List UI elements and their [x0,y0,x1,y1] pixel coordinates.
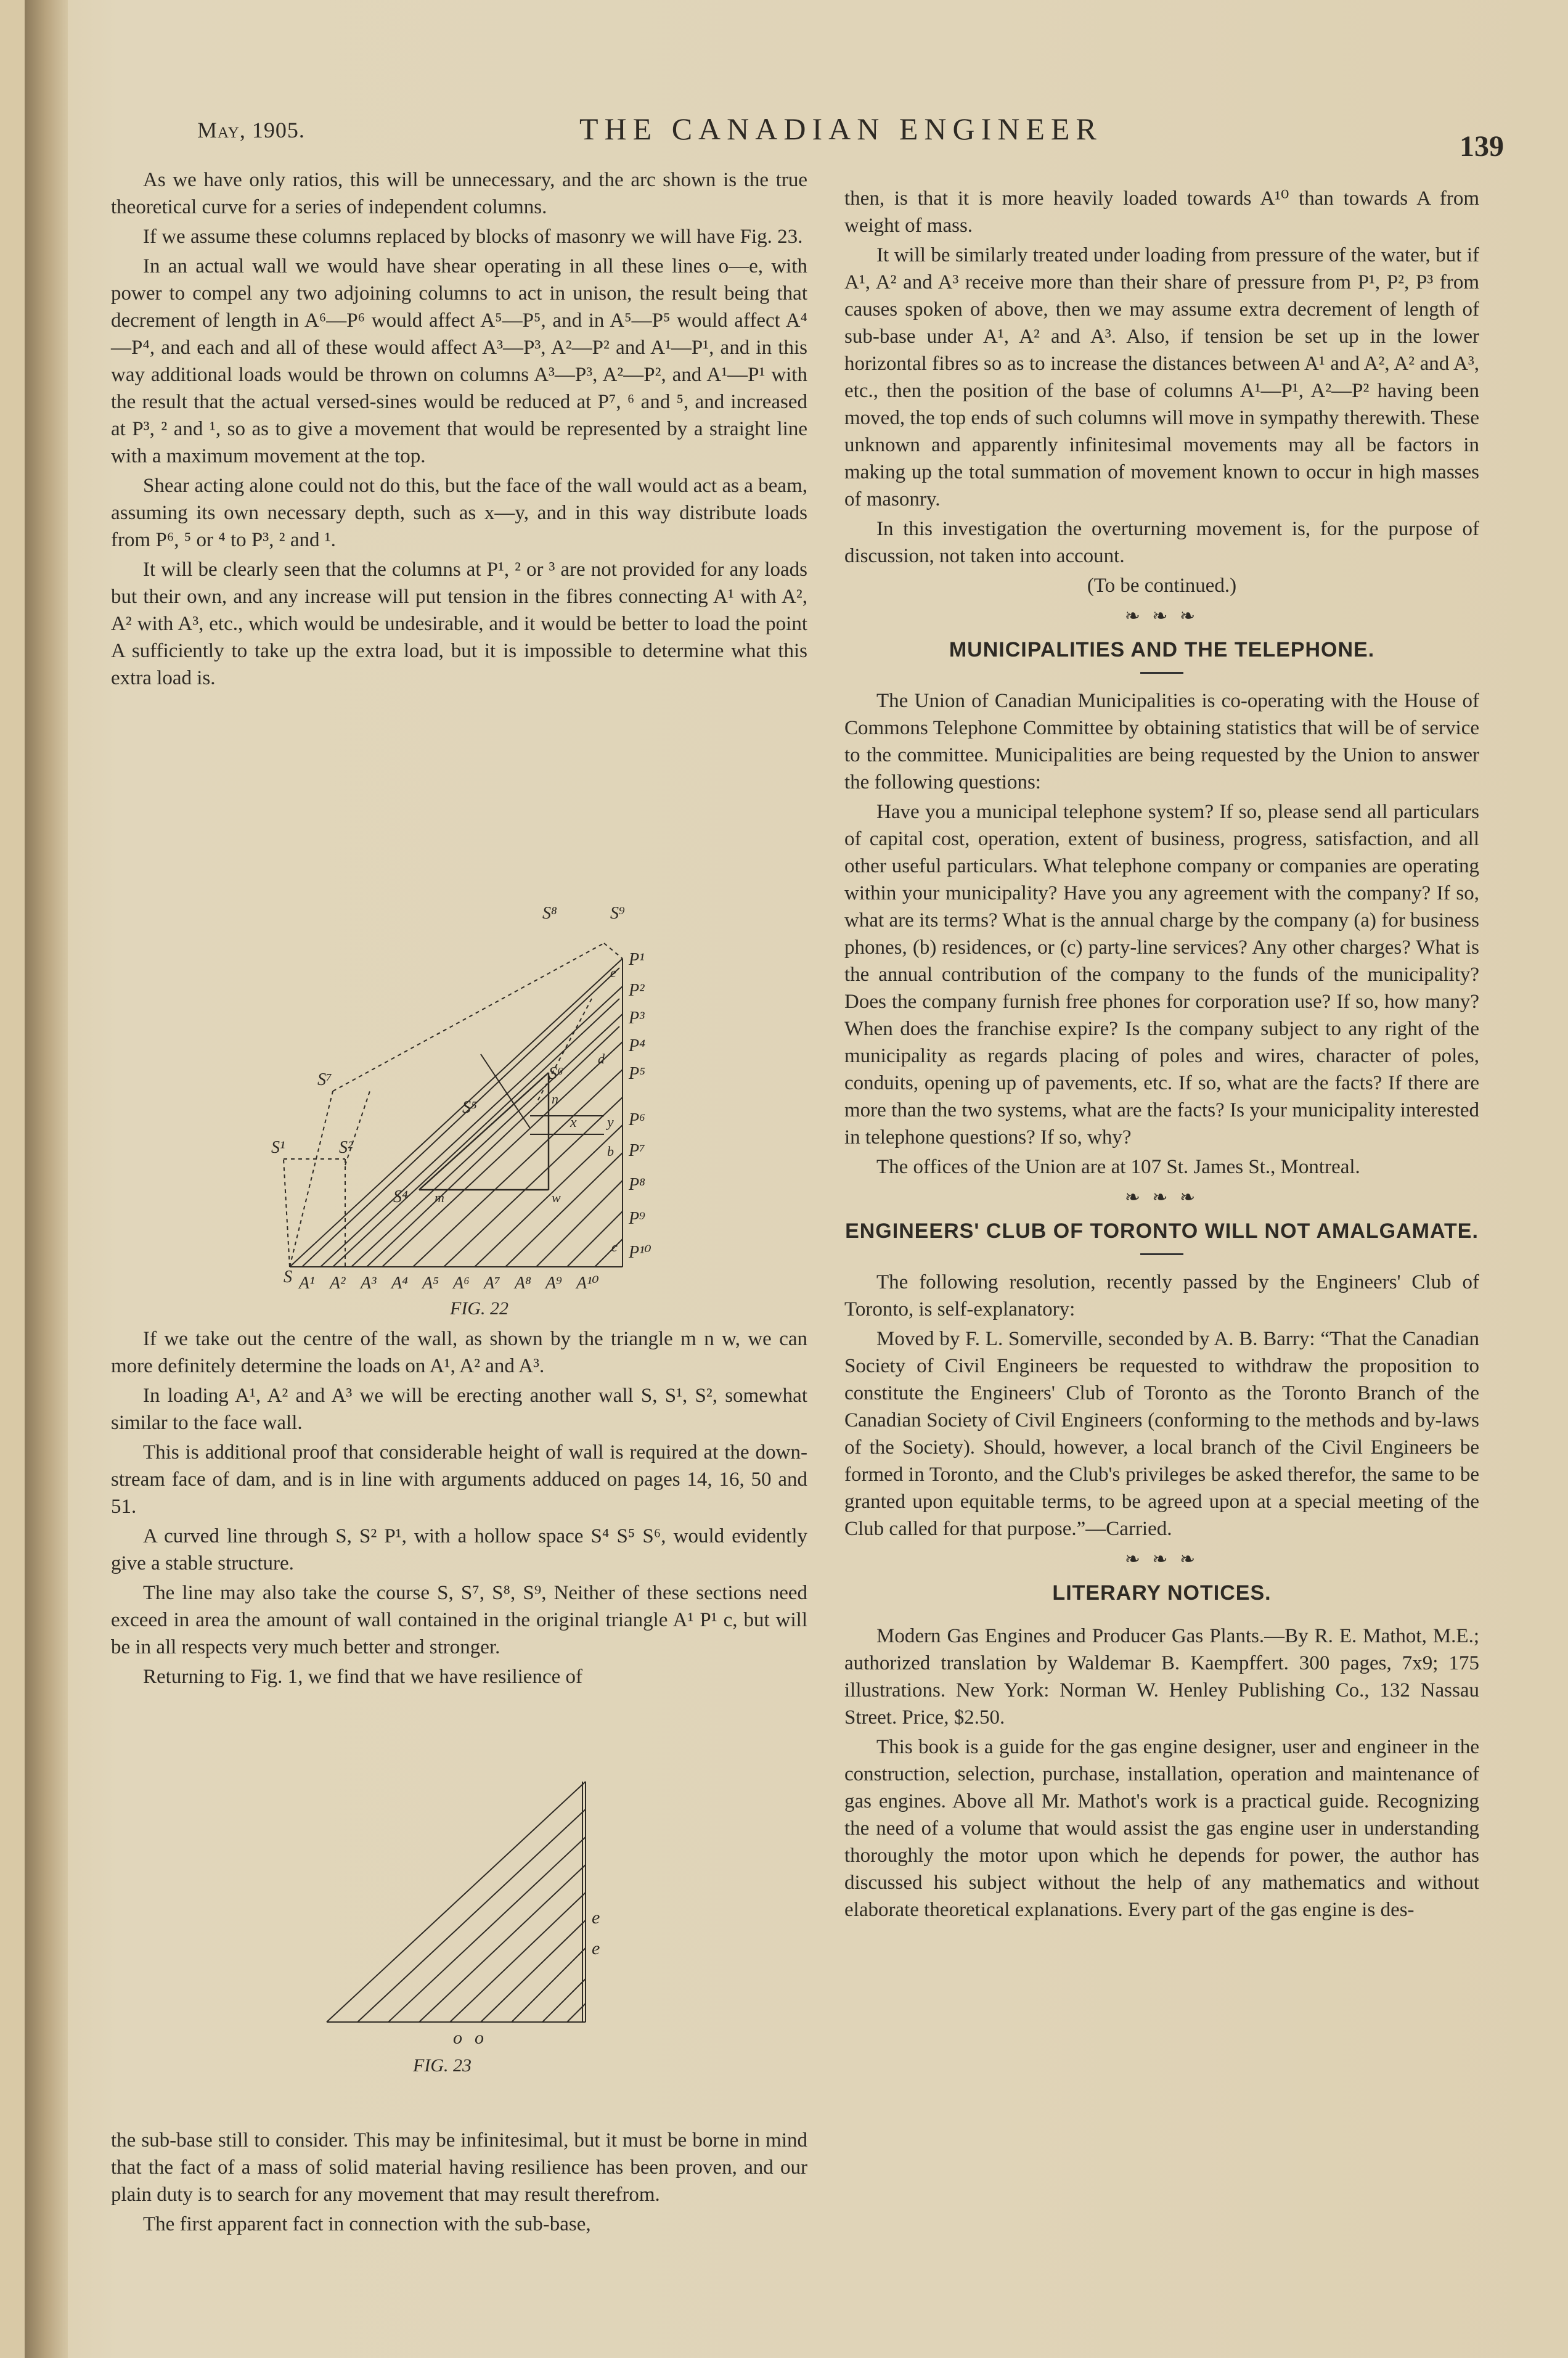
continued-note: (To be continued.) [1087,575,1237,597]
paragraph: In this investigation the overturning movement is, for the purpose of discussion, not taken into account. [844,518,1479,567]
fig22-label-p4: P⁴ [629,1036,645,1055]
fig22-label-s7: S⁷ [317,1070,332,1089]
left-column-block-1 [111,166,807,694]
paragraph: It will be similarly treated under loading from pressure of the water, but if A¹, A² and A³ receive more than their share of pressure from P¹, P², P³ from causes spoken of above, then we may assume extra decrement of length of sub-base under A¹, A² and A³. Also, if tension be set up in the lower horizontal fibres so as to increase the distances between A¹ and A², A² and A³, etc., then the position of the base of columns A¹—P¹, A²—P² having been moved, the top ends of such columns will move in sympathy therewith. These unknown and apparently infinitesimal movements may all be factors in making up the total summation of movement known to occur in high masses of masonry. [844,244,1479,510]
fig22-label-p6: P⁶ [629,1110,645,1129]
fig22-label-n: n [552,1091,558,1107]
section-title-literary-notices: LITERARY NOTICES. [1052,1581,1272,1605]
title-rule [1140,672,1183,674]
fig22-label-c: c [611,1239,618,1255]
paragraph: This is additional proof that considerable height of wall is required at the down-stream face of dam, and is in line with arguments adduced on pages 14, 16, 50 and 51. [111,1441,807,1518]
fig22-label-y: y [607,1115,614,1131]
paragraph: Moved by F. L. Somerville, seconded by A. B. Barry: “That the Canadian Society of Civil Engineers be requested to withdraw the proposition to constitute the Engineers' Club of Toronto as the Toronto Branch of the Canadian Society of Civil Engineers (conforming to the methods and by-laws of the Society). Should, however, a local branch of the Civil Engineers be formed in Toronto, and the Club's privileges be asked therefor, the same to be granted upon equitable terms, to be agreed upon at a special meeting of the Club called for that purpose.”—Carried. [844,1328,1479,1540]
fig22-caption: FIG. 22 [450,1298,508,1319]
fig22-label-a7: A⁷ [484,1274,500,1293]
page-number: 139 [1460,130,1504,163]
fig22-label-d: d [598,1051,605,1066]
fig22-label-p5: P⁵ [629,1064,645,1083]
right-column [844,185,1479,1926]
fig22-label-p10: P¹⁰ [629,1243,651,1262]
fig22-label-s6: S⁶ [549,1064,563,1083]
fig22-label-s9: S⁹ [610,904,625,923]
fig22-label-s: S [284,1267,292,1287]
fig22-label-a2: A² [330,1274,346,1293]
fig22-label-a1: A¹ [299,1274,315,1293]
figure-23 [302,1775,647,2096]
fig22-label-e: e [610,965,616,980]
section-ornament: ❧ ❧ ❧ [1124,1187,1199,1208]
left-column-block-2 [111,1325,807,1693]
paragraph: It will be clearly seen that the columns at P¹, ² or ³ are not provided for any loads but their own, and any increase will put tension in the fibres connecting A¹ with A², A² with A³, etc., which would be undesirable, and it would be better to load the point A sufficiently to take up the extra load, but it is impossible to determine what this extra load is. [111,559,807,689]
fig22-label-p3: P³ [629,1009,645,1028]
paragraph: As we have only ratios, this will be unnecessary, and the arc shown is the true theoretical curve for a series of independent columns. [111,169,807,218]
paragraph: Modern Gas Engines and Producer Gas Plants.—By R. E. Mathot, M.E.; authorized translation by Waldemar B. Kaempffert. 300 pages, 7x9; 175 illustrations. New York: Norman W. Henley Publishing Co., 132 Nassau Street. Price, $2.50. [844,1625,1479,1729]
paragraph: Shear acting alone could not do this, but the face of the wall would act as a beam, assuming its own necessary depth, such as x—y, and in this way distribute loads from P⁶, ⁵ or ⁴ to P³, ² and ¹. [111,475,807,551]
paragraph: In an actual wall we would have shear operating in all these lines o—e, with power to compel any two adjoining columns to act in unison, the result being that decrement of length in A⁶—P⁶ would affect A⁵—P⁵, and in A⁵—P⁵ would affect A⁴—P⁴, and each and all of these would affect A³—P³, A²—P² and A¹—P¹, and in this way additional loads would be thrown on columns A³—P³, A²—P², and A¹—P¹ with the result that the actual versed-sines would be reduced at P⁷, ⁶ and ⁵, and increased at P³, ² and ¹, so as to give a movement that would be represented by a straight line with a maximum movement at the top. [111,255,807,467]
title-rule [1140,1253,1183,1255]
hypotenuse-line [290,959,623,1267]
fig23-label-e2: e [592,1938,600,1959]
fig22-label-x: x [570,1115,577,1131]
fig23-label-o1: o [453,2028,462,2048]
journal-title: THE CANADIAN ENGINEER [579,112,1103,146]
fig22-label-a9: A⁹ [545,1274,562,1293]
fig23-label-o2: o [475,2028,484,2048]
fig22-label-a3: A³ [361,1274,377,1293]
header-date: May, 1905. [197,118,305,142]
fig22-label-s8: S⁸ [542,904,557,923]
fig22-label-p1: P¹ [629,950,645,969]
fig22-label-s4: S⁴ [393,1187,408,1206]
fig22-label-m: m [435,1190,444,1205]
paragraph: The offices of the Union are at 107 St. James St., Montreal. [876,1156,1360,1178]
section-ornament: ❧ ❧ ❧ [1124,606,1199,626]
paragraph: Returning to Fig. 1, we find that we have resilience of [143,1666,582,1688]
paragraph: A curved line through S, S² P¹, with a hollow space S⁴ S⁵ S⁶, would evidently give a stable structure. [111,1525,807,1574]
paragraph: In loading A¹, A² and A³ we will be erecting another wall S, S¹, S², somewhat similar to the face wall. [111,1385,807,1434]
book-spine [25,0,68,2358]
fig22-label-p9: P⁹ [629,1209,645,1228]
section-title-municipalities: MUNICIPALITIES AND THE TELEPHONE. [949,638,1375,661]
paragraph: Have you a municipal telephone system? If so, please send all particulars of capital cost, operation, extent of business, progress, satisfaction, and all other useful particulars. What telephone company or companies are operating within your municipality? Have you any agreement with the company? If so, what are its terms? What is the annual charge by the company (a) for business phones, (b) residences, or (c) party-line services? Any other charges? What is the annual contribution of the company to the funds of the municipality? Does the company furnish free phones for corporation use? If so, how many? When does the franchise expire? Is the company subject to any right of the municipality as regards placing of poles and wires, character of poles, conduits, opening up of pavements, etc. If so, what are the facts? If there are more than the two systems, what are the facts? Is your municipality interested in telephone questions? If so, why? [844,801,1479,1148]
s-s1-line [284,1159,290,1267]
fig22-label-a10: A¹⁰ [576,1274,599,1293]
paragraph: The line may also take the course S, S⁷, S⁸, S⁹, Neither of these sections need exceed in area the amount of wall contained in the original triangle A¹ P¹ c, but will be in all respects very much better and stronger. [111,1582,807,1658]
left-column-block-3 [111,2127,807,2240]
fig22-label-w: w [552,1190,561,1205]
fig22-label-s5: S⁵ [462,1098,477,1117]
paragraph: The Union of Canadian Municipalities is co-operating with the House of Commons Telephone Committee by obtaining statistics that will be of service to the committee. Municipalities are being requested by the Union to answer the following questions: [844,690,1479,793]
page [25,0,1568,2358]
fig22-label-p7: P⁷ [629,1141,645,1160]
page-header [197,111,1504,166]
fig23-caption: FIG. 23 [413,2055,472,2076]
paragraph: The first apparent fact in connection with the sub-base, [143,2213,591,2235]
fig22-label-s2: S² [339,1138,353,1157]
fig22-label-s1: S¹ [271,1138,285,1157]
paragraph: The following resolution, recently passed by the Engineers' Club of Toronto, is self-explanatory: [844,1271,1479,1320]
fig23-label-e1: e [592,1907,600,1928]
section-title-engineers-club: ENGINEERS' CLUB OF TORONTO WILL NOT AMALGAMATE. [845,1219,1479,1243]
figure-22 [259,900,678,1319]
paragraph: the sub-base still to consider. This may be infinitesimal, but it must be borne in mind that the fact of a mass of solid material having resilience has been proven, and our plain duty is to search for any movement that may result therefrom. [111,2129,807,2206]
fig22-label-p8: P⁸ [629,1175,645,1194]
fig22-label-a5: A⁵ [422,1274,439,1293]
section-ornament: ❧ ❧ ❧ [1124,1549,1199,1570]
paragraph: If we take out the centre of the wall, as shown by the triangle m n w, we can more definitely determine the loads on A¹, A² and A³. [111,1328,807,1377]
fig22-label-b: b [607,1144,614,1159]
fig22-label-a4: A⁴ [391,1274,408,1293]
fig22-label-p2: P² [629,981,645,1000]
paragraph: If we assume these columns replaced by blocks of masonry we will have Fig. 23. [143,226,803,248]
paragraph: then, is that it is more heavily loaded towards A¹⁰ than towards A from weight of mass. [844,187,1479,237]
paragraph: This book is a guide for the gas engine designer, user and engineer in the construction, selection, purchase, installation, operation and maintenance of gas engines. Above all Mr. Mathot's work is a practical guide. Recognizing the need of a volume that would assist the gas engine user in understanding thoroughly the motor upon which he depends for power, the author has discussed his subject without the help of any mathematics and without elaborate theoretical explanations. Every part of the gas engine is des- [844,1736,1479,1921]
fig22-label-a8: A⁸ [515,1274,531,1293]
fig22-label-a6: A⁶ [453,1274,470,1293]
